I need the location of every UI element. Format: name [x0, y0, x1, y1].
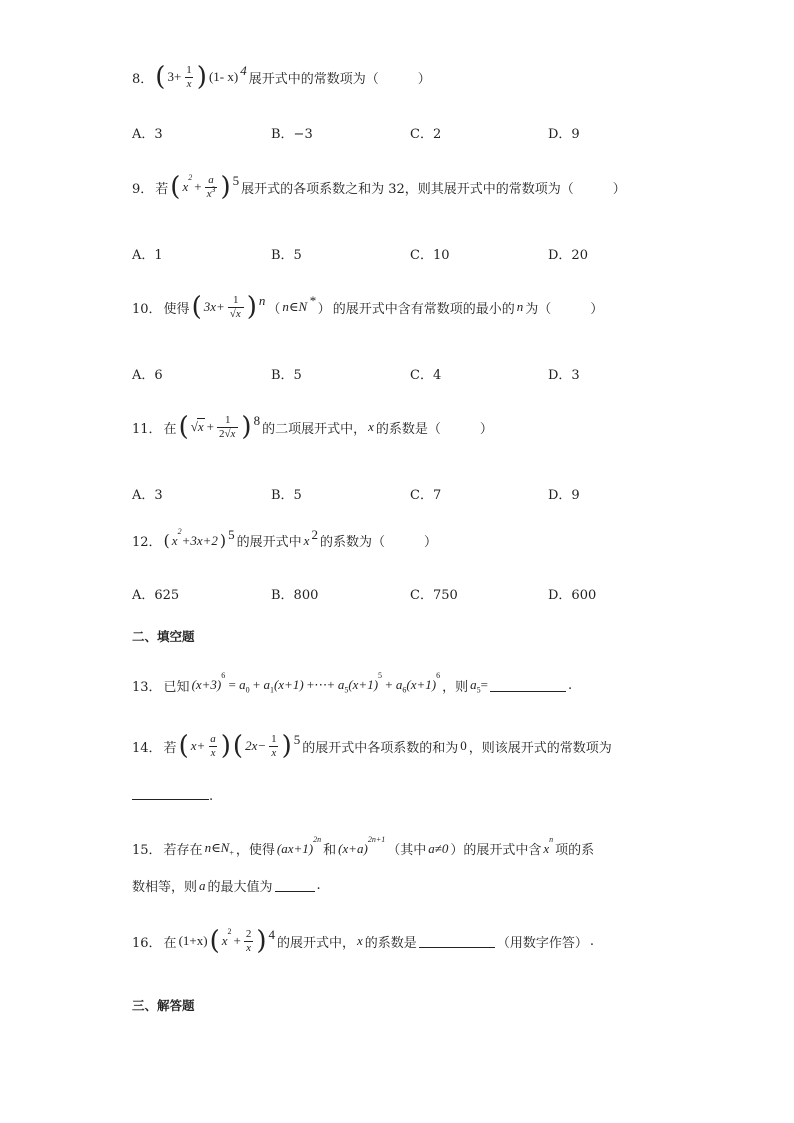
- q10-var: n: [516, 299, 524, 314]
- q12-option-c: C．750: [410, 588, 458, 603]
- q10-frac-den: [228, 307, 244, 320]
- q13-b6: (x+1): [406, 676, 437, 692]
- q14-term2: 2x−: [245, 738, 267, 753]
- q10-option-d: D．3: [548, 368, 580, 383]
- q15-expr2: [338, 834, 386, 857]
- q11-frac-num: 1: [224, 413, 231, 426]
- q15-tail: 项的系: [555, 843, 595, 858]
- q16-var: x: [357, 933, 363, 948]
- q12-var-exp: 2: [311, 526, 318, 542]
- q13-ask: [470, 677, 488, 695]
- q15-n: n∈N: [204, 839, 230, 855]
- question-15: [132, 834, 595, 858]
- q10-text: 的展开式中含有常数项的最小的: [332, 301, 515, 317]
- q14-prefix: 若: [163, 740, 177, 756]
- q15-answer-blank[interactable]: [275, 879, 315, 892]
- q16-text2: 的系数是: [364, 935, 417, 951]
- section-answer: 三、解答题: [132, 998, 195, 1013]
- q11-plus: +: [206, 419, 214, 434]
- q16-frac-num: 2: [245, 927, 252, 940]
- q14-answer-blank[interactable]: [132, 787, 209, 800]
- q11-option-d: D．9: [548, 488, 580, 503]
- q9-frac-den-base: x: [206, 187, 212, 200]
- question-15-line2: [132, 876, 321, 895]
- question-14: [132, 733, 612, 759]
- q12-text: 的展开式中: [236, 535, 302, 550]
- q14-exponent: 5: [293, 732, 301, 747]
- q15-xn-base: x: [543, 840, 550, 856]
- q13-a5: a: [337, 676, 345, 692]
- q11-fraction: [217, 415, 238, 440]
- q9-exponent: 5: [232, 173, 240, 188]
- question-8: [132, 64, 431, 90]
- q14-paren-open2: (: [232, 731, 244, 761]
- q13-ask-sub: 5: [476, 685, 481, 695]
- q15-expr2-base: (x+a): [338, 840, 368, 856]
- q11-number: 11．: [132, 421, 162, 437]
- q12-term-base: x: [171, 532, 178, 548]
- q12-term-rest: +3x+2: [181, 532, 218, 548]
- section-fill-in: 二、填空题: [132, 629, 195, 644]
- q13-prefix: 已知: [163, 680, 190, 695]
- q9-term-base: x: [182, 179, 189, 194]
- q11-sqrt-term: [191, 419, 205, 435]
- q10-cond-open: （: [267, 301, 281, 317]
- q14-paren-close2: ): [281, 731, 292, 761]
- q13-answer-blank[interactable]: [490, 679, 566, 692]
- q13-a1-sub: 1: [269, 685, 274, 695]
- q9-fraction: [205, 175, 218, 200]
- q9-text: 展开式的各项系数之和为 32，则其展开式中的常数项为（ ）: [241, 181, 626, 197]
- q12-option-b: B．800: [271, 588, 319, 603]
- q11-text: 的二项展开式中，: [262, 421, 367, 437]
- q9-option-c: C．10: [410, 248, 450, 263]
- q9-term: [182, 173, 193, 195]
- q11-frac-sqrt-sign: √: [224, 427, 231, 440]
- q14-end: .: [209, 789, 214, 804]
- q11-frac-sqrt-var: x: [230, 427, 236, 440]
- q13-b5-exp: 5: [378, 670, 383, 680]
- q8-text: 展开式中的常数项为（ ）: [248, 71, 431, 87]
- q10-paren-close: ): [246, 292, 257, 322]
- q11-var: x: [368, 419, 374, 434]
- q16-prefix: 在: [163, 935, 177, 951]
- q15-cond2: ）的展开式中含: [450, 843, 542, 858]
- q12-paren-close: ): [219, 531, 227, 550]
- q15-expr1-exp: 2n: [313, 834, 322, 844]
- q10-text2: 为（ ）: [525, 301, 604, 317]
- q13-b6-exp: 6: [436, 670, 441, 680]
- q8-frac-den: x: [186, 77, 192, 90]
- q8-fraction: [184, 65, 194, 90]
- q11-option-c: C．7: [410, 488, 442, 503]
- q9-prefix: 若: [155, 181, 169, 197]
- q11-frac-den-coef: 2: [218, 427, 225, 440]
- q16-term2: [221, 927, 232, 949]
- q13-a6: a: [395, 676, 403, 692]
- q8-term: 3+: [167, 69, 182, 84]
- q10-fraction: [228, 295, 244, 320]
- q15-prefix: 若存在: [163, 843, 203, 858]
- q16-term1: (1+x): [178, 933, 208, 948]
- q11-frac-den: [217, 427, 238, 440]
- q8-term2: (1- x): [208, 69, 239, 84]
- q16-answer-blank[interactable]: [419, 935, 495, 948]
- q11-sqrt-var: x: [197, 419, 204, 434]
- q15-and: 和: [323, 843, 337, 858]
- q11-paren-open: (: [178, 412, 189, 442]
- q15-xn: [543, 834, 554, 857]
- q16-term2-base: x: [221, 933, 228, 948]
- q16-end: .: [589, 933, 594, 949]
- q13-eq: =: [228, 676, 236, 692]
- q14-fraction2: [269, 734, 279, 759]
- q9-plus: +: [194, 179, 202, 194]
- q13-plus1: +: [252, 676, 261, 692]
- q14-answer-line: [132, 787, 213, 804]
- q13-a5-sub: 5: [344, 685, 349, 695]
- q15-expr1: [276, 834, 322, 857]
- q13-lhs-exp: 6: [221, 670, 226, 680]
- q14-fraction1: [208, 734, 218, 759]
- q13-plus3: +: [385, 676, 393, 692]
- q15-cond: （其中: [387, 843, 427, 858]
- q15-xn-exp: n: [549, 834, 554, 844]
- q8-paren-close: ): [196, 62, 207, 92]
- q16-exponent: 4: [268, 927, 275, 942]
- question-10: [132, 294, 603, 320]
- q14-frac1-num: a: [210, 732, 216, 745]
- q10-option-b: B．5: [271, 368, 302, 383]
- q12-paren-open: (: [163, 531, 170, 550]
- q15-line2a: 数相等，则: [132, 880, 198, 895]
- q9-term-exp: 2: [188, 173, 193, 182]
- q14-frac2-den: x: [271, 746, 277, 759]
- q9-paren-close: ): [220, 172, 231, 202]
- q10-option-c: C．4: [410, 368, 442, 383]
- q16-plus: +: [233, 933, 241, 948]
- q8-paren-open: (: [155, 62, 166, 92]
- q16-number: 16．: [132, 935, 162, 951]
- q10-cond-close: ）: [317, 301, 331, 317]
- q14-term1: x+: [190, 738, 206, 753]
- q11-prefix: 在: [163, 421, 177, 437]
- q10-sqrt-sign: √: [229, 307, 236, 320]
- q9-paren-open: (: [170, 172, 181, 202]
- q12-term: [171, 526, 218, 549]
- q10-exponent: n: [258, 293, 266, 308]
- q10-option-a: A．6: [132, 368, 163, 383]
- question-16: [132, 928, 594, 954]
- q13-then: ，则: [442, 680, 469, 695]
- q16-text3: （用数字作答）: [496, 935, 588, 951]
- q10-prefix: 使得: [163, 301, 190, 317]
- q15-expr2-exp: 2n+1: [367, 834, 386, 844]
- q12-term-exp: 2: [177, 526, 182, 536]
- q11-sqrt-sign: √: [190, 419, 198, 434]
- q12-option-a: A．625: [132, 588, 180, 603]
- q12-option-d: D．600: [548, 588, 597, 603]
- q16-fraction: [244, 929, 254, 954]
- q13-end: .: [567, 678, 573, 693]
- q14-frac2-num: 1: [271, 732, 277, 745]
- question-11: [132, 414, 493, 440]
- q13-ask-eq: =: [480, 676, 488, 692]
- q10-paren-open: (: [191, 292, 202, 322]
- q13-a0-sub: 0: [245, 685, 250, 695]
- q16-frac-den: x: [246, 941, 252, 954]
- q14-number: 14．: [132, 740, 162, 756]
- q15-cond-math: a≠0: [428, 840, 449, 856]
- q15-number: 15．: [132, 843, 162, 858]
- q10-term: 3x+: [203, 299, 225, 314]
- q16-paren-open: (: [209, 926, 220, 956]
- q8-exponent: 4: [240, 63, 247, 78]
- q8-frac-num: 1: [186, 63, 192, 76]
- question-13: [132, 670, 573, 695]
- q15-n-set: [205, 840, 234, 858]
- q13-ask-var: a: [470, 676, 477, 692]
- question-9: [132, 174, 626, 200]
- q10-sqrt-var: x: [235, 307, 241, 320]
- q9-option-a: A．1: [132, 248, 163, 263]
- q14-text2: ，则该展开式的常数项为: [468, 740, 612, 756]
- q15-end: .: [316, 878, 321, 893]
- q9-option-d: D．20: [548, 248, 588, 263]
- q14-paren-open1: (: [178, 731, 189, 761]
- q8-number: 8．: [132, 71, 154, 87]
- q11-option-b: B．5: [271, 488, 302, 503]
- q12-exponent: 5: [228, 526, 235, 542]
- q15-expr1-base: (ax+1): [276, 840, 314, 856]
- q10-cond-exp: *: [309, 293, 316, 308]
- q14-zero: 0: [460, 738, 467, 753]
- q14-text: 的展开式中各项系数的和为: [302, 740, 459, 756]
- q15-n-sub: +: [229, 848, 234, 858]
- q8-option-b: B．−3: [271, 127, 313, 142]
- q9-frac-den-exp: 3: [211, 184, 216, 194]
- q15-line2b: 的最大值为: [207, 880, 273, 895]
- q15-line2-var: a: [199, 877, 206, 893]
- q8-option-d: D．9: [548, 127, 580, 142]
- q11-exponent: 8: [253, 413, 261, 428]
- q13-lhs: (x+3): [191, 676, 222, 692]
- question-12: [132, 526, 437, 550]
- q11-text2: 的系数是（ ）: [375, 421, 493, 437]
- q10-frac-num: 1: [232, 293, 239, 306]
- q12-var: x: [303, 532, 310, 548]
- q9-number: 9．: [132, 181, 154, 197]
- q11-option-a: A．3: [132, 488, 163, 503]
- q16-term2-exp: 2: [227, 927, 232, 936]
- q12-text2: 的系数为（ ）: [319, 535, 437, 550]
- q13-b1: (x+1): [273, 676, 304, 692]
- q13-a6-sub: 6: [402, 685, 407, 695]
- q16-text: 的展开式中，: [277, 935, 356, 951]
- q16-paren-close: ): [256, 926, 267, 956]
- q13-a0: a: [239, 676, 246, 692]
- q13-number: 13．: [132, 680, 162, 695]
- q13-a1: a: [263, 676, 270, 692]
- q11-paren-close: ): [241, 412, 252, 442]
- q12-number: 12．: [132, 535, 162, 550]
- q13-equation: [191, 670, 441, 695]
- q9-frac-num: a: [208, 173, 214, 186]
- q13-plus2: +⋯+: [306, 676, 335, 692]
- q8-option-a: A．3: [132, 127, 163, 142]
- q14-frac1-den: x: [210, 746, 216, 759]
- q15-mid: ，使得: [235, 843, 275, 858]
- q10-condition: n∈N: [282, 299, 308, 314]
- q13-b5: (x+1): [348, 676, 379, 692]
- q9-frac-den: [205, 184, 218, 200]
- q8-option-c: C．2: [410, 127, 442, 142]
- q9-option-b: B．5: [271, 248, 302, 263]
- q10-number: 10．: [132, 301, 162, 317]
- q14-paren-close1: ): [220, 731, 231, 761]
